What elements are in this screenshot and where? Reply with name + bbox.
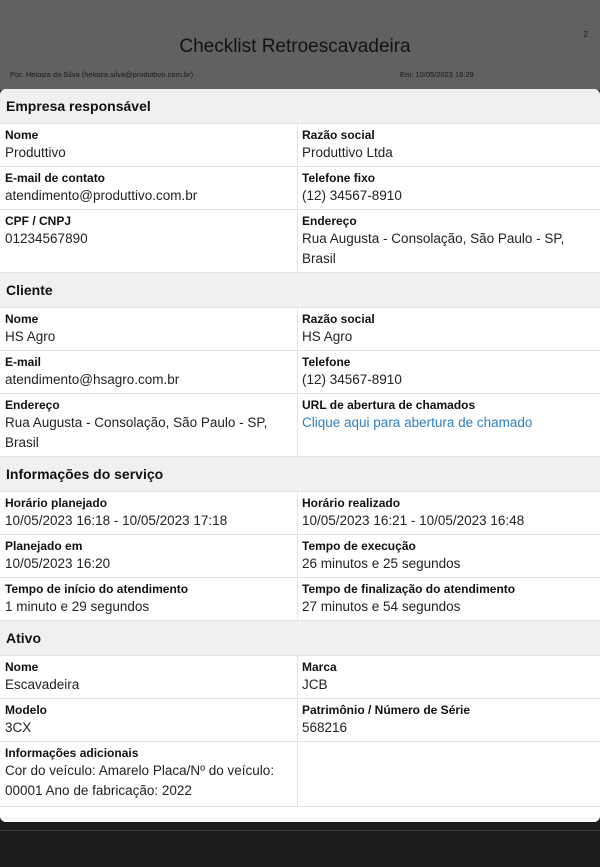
field-label: Razão social bbox=[302, 128, 375, 142]
field-label: E-mail bbox=[5, 355, 42, 369]
field-value: (12) 34567-8910 bbox=[302, 188, 402, 203]
field-value: 10/05/2023 16:18 - 10/05/2023 17:18 bbox=[5, 513, 228, 528]
field-label: Tempo de finalização do atendimento bbox=[302, 582, 516, 596]
field-ativo-modelo bbox=[0, 699, 298, 741]
field-value: atendimento@hsagro.com.br bbox=[5, 372, 180, 387]
field-value: 568216 bbox=[302, 720, 348, 735]
section-cliente-header: Cliente bbox=[0, 273, 600, 308]
field-value: Produttivo bbox=[5, 145, 66, 160]
table-row bbox=[0, 167, 600, 210]
field-label: Nome bbox=[5, 128, 39, 142]
open-ticket-link[interactable]: Clique aqui para abertura de chamado bbox=[302, 415, 533, 430]
field-ativo-patrimonio bbox=[298, 699, 600, 741]
table-row bbox=[0, 124, 600, 167]
field-horario-planejado bbox=[0, 492, 298, 534]
field-label: Telefone bbox=[302, 355, 351, 369]
field-label: CPF / CNPJ bbox=[5, 214, 72, 228]
field-label: Modelo bbox=[5, 703, 47, 717]
field-value: Produttivo Ltda bbox=[302, 145, 393, 160]
field-cliente-endereco bbox=[0, 394, 298, 456]
field-label: Horário planejado bbox=[5, 496, 108, 510]
section-empresa-header: Empresa responsável bbox=[0, 89, 600, 124]
field-label: Endereço bbox=[302, 214, 357, 228]
details-modal bbox=[0, 89, 600, 822]
field-value: HS Agro bbox=[5, 329, 56, 344]
field-value: Cor do veículo: Amarelo Placa/Nº do veículo: 00001 Ano de fabricação: 2022 bbox=[5, 763, 275, 798]
field-label: URL de abertura de chamados bbox=[302, 398, 476, 412]
field-value: HS Agro bbox=[302, 329, 353, 344]
field-tempo-execucao bbox=[298, 535, 600, 577]
field-label: Horário realizado bbox=[302, 496, 401, 510]
field-empresa-endereco bbox=[298, 210, 600, 272]
table-row bbox=[0, 210, 600, 273]
empty-cell bbox=[298, 742, 600, 806]
field-empresa-cpf-cnpj bbox=[0, 210, 298, 272]
field-cliente-razao-social bbox=[298, 308, 600, 350]
section-servico-header: Informações do serviço bbox=[0, 457, 600, 492]
background-divider bbox=[0, 830, 600, 831]
field-planejado-em bbox=[0, 535, 298, 577]
field-value: (12) 34567-8910 bbox=[302, 372, 402, 387]
field-value: JCB bbox=[302, 677, 328, 692]
field-label: Informações adicionais bbox=[5, 746, 139, 760]
table-row bbox=[0, 742, 600, 807]
field-label: Endereço bbox=[5, 398, 60, 412]
table-row bbox=[0, 492, 600, 535]
field-cliente-telefone bbox=[298, 351, 600, 393]
field-value: 10/05/2023 16:20 bbox=[5, 556, 111, 571]
field-value: 1 minuto e 29 segundos bbox=[5, 599, 150, 614]
field-value: 26 minutos e 25 segundos bbox=[302, 556, 461, 571]
field-tempo-inicio bbox=[0, 578, 298, 620]
field-empresa-nome bbox=[0, 124, 298, 166]
field-label: Nome bbox=[5, 660, 39, 674]
table-row bbox=[0, 394, 600, 457]
field-ativo-nome bbox=[0, 656, 298, 698]
field-label: E-mail de contato bbox=[5, 171, 106, 185]
field-empresa-telefone bbox=[298, 167, 600, 209]
field-label: Telefone fixo bbox=[302, 171, 376, 185]
field-value: Rua Augusta - Consolação, São Paulo - SP, Brasil bbox=[302, 231, 565, 266]
field-label: Tempo de início do atendimento bbox=[5, 582, 189, 596]
field-cliente-url-chamados bbox=[298, 394, 600, 456]
modal-footer-space bbox=[0, 807, 600, 822]
field-tempo-finalizacao bbox=[298, 578, 600, 620]
section-ativo-header: Ativo bbox=[0, 621, 600, 656]
field-label: Marca bbox=[302, 660, 337, 674]
table-row bbox=[0, 351, 600, 394]
field-cliente-email bbox=[0, 351, 298, 393]
field-value: 01234567890 bbox=[5, 231, 88, 246]
field-ativo-marca bbox=[298, 656, 600, 698]
table-row bbox=[0, 308, 600, 351]
field-value: atendimento@produttivo.com.br bbox=[5, 188, 198, 203]
field-cliente-nome bbox=[0, 308, 298, 350]
field-ativo-info-adicionais bbox=[0, 742, 298, 806]
table-row bbox=[0, 699, 600, 742]
field-value: 10/05/2023 16:21 - 10/05/2023 16:48 bbox=[302, 513, 525, 528]
field-label: Tempo de execução bbox=[302, 539, 416, 553]
field-label: Nome bbox=[5, 312, 39, 326]
field-empresa-email bbox=[0, 167, 298, 209]
field-horario-realizado bbox=[298, 492, 600, 534]
field-value: Rua Augusta - Consolação, São Paulo - SP, Brasil bbox=[5, 415, 268, 450]
table-row bbox=[0, 578, 600, 621]
field-label: Patrimônio / Número de Série bbox=[302, 703, 471, 717]
field-label: Planejado em bbox=[5, 539, 83, 553]
table-row bbox=[0, 656, 600, 699]
field-value: Escavadeira bbox=[5, 677, 80, 692]
table-row bbox=[0, 535, 600, 578]
field-empresa-razao-social bbox=[298, 124, 600, 166]
field-value: 3CX bbox=[5, 720, 32, 735]
field-label: Razão social bbox=[302, 312, 375, 326]
field-value: 27 minutos e 54 segundos bbox=[302, 599, 461, 614]
